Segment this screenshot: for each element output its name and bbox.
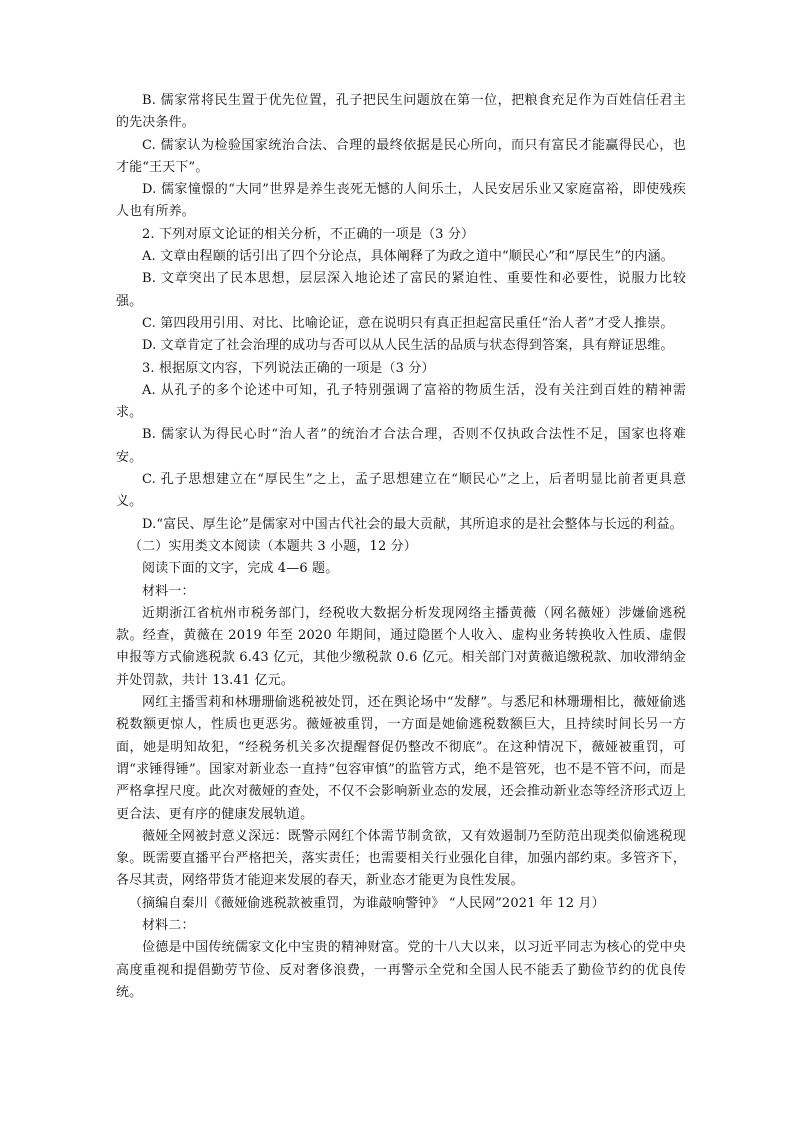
option-b-q1: B. 儒家常将民生置于优先位置，孔子把民生问题放在第一位，把粮食充足作为百姓信任君主的先决条件。 — [116, 93, 686, 131]
option-d-q1: D. 儒家憧憬的“大同”世界是养生丧死无憾的人间乐土，人民安居乐业又家庭富裕，即使残疾人也有所养。 — [116, 182, 686, 220]
option-a-q3: A. 从孔子的多个论述中可知，孔子特别强调了富裕的物质生活，没有关注到百姓的精神需求。 — [116, 382, 686, 421]
section-heading: （二）实用类文本阅读（本题共 3 小题，12 分） — [129, 538, 417, 554]
option-b-q2: B. 文章突出了民本思想，层层深入地论述了富民的紧迫性、重要性和必要性，说服力比较强。 — [116, 271, 686, 309]
option-c-q2: C. 第四段用引用、对比、比喻论证，意在说明只有真正担起富民重任“治人者”才受人推崇。 — [142, 315, 674, 331]
document-page — [116, 90, 686, 1004]
option-c-q1: C. 儒家认为检验国家统治合法、合理的最终依据是民心所向，而只有富民才能赢得民心，也才能“王天下”。 — [116, 137, 686, 175]
question-2: 2. 下列对原文论证的相关分析，不正确的一项是（3 分） — [142, 226, 475, 242]
option-d-q3: D.“富民、厚生论”是儒家对中国古代社会的最大贡献，其所追求的是社会整体与长远的利益。 — [142, 516, 683, 532]
material-two-label: 材料二： — [142, 917, 195, 933]
option-b-q3: B. 儒家认为得民心时“治人者”的统治才合法合理，否则不仅执政合法性不足，国家也将难安。 — [116, 427, 686, 465]
material-two-para-1: 俭德是中国传统儒家文化中宝贵的精神财富。党的十八大以来，以习近平同志为核心的党中央高度重视和提倡勤劳节俭、反对奢侈浪费，一再警示全党和全国人民不能丢了勤俭节约的优良传统。 — [116, 940, 686, 1000]
material-one-label: 材料一： — [142, 583, 195, 599]
question-3: 3. 根据原文内容，下列说法正确的一项是（3 分） — [142, 360, 435, 376]
material-one-para-1: 近期浙江省杭州市税务部门，经税收大数据分析发现网络主播黄薇（网名薇娅）涉嫌偷逃税款。经查，黄薇在 2019 年至 2020 年期间，通过隐匿个人收入、虚构业务转换收入性质、虚假申报等方式偷逃税款 6.43 亿元，其他少缴税款 0.6 亿元。相关部门对黄薇追缴税款、加收滞纳金并处罚款，共计 13.41 亿元。 — [116, 605, 686, 688]
option-d-q2: D. 文章肯定了社会治理的成功与否可以从人民生活的品质与状态得到答案，具有辩证思维。 — [142, 338, 674, 354]
option-c-q3: C. 孔子思想建立在“厚民生”之上，孟子思想建立在“顺民心”之上，后者明显比前者更具意义。 — [116, 472, 686, 510]
material-one-para-2: 网红主播雪莉和林珊珊偷逃税被处罚，还在舆论场中“发酵”。与悉尼和林珊珊相比，薇娅偷逃税数额更惊人，性质也更恶劣。薇娅被重罚，一方面是她偷逃税数额巨大，且持续时间长另一方面，她是明知故犯，“经税务机关多次提醒督促仍整改不彻底”。在这种情况下，薇娅被重罚，可谓“求锤得锤”。国家对新业态一直持“包容审慎”的监管方式，绝不是管死，也不是不管不问，而是严格拿捏尺度。此次对薇娅的查处，不仅不会影响新业态的发展，还会推动新业态等经济形式迈上更合法、更有序的健康发展轨道。 — [116, 695, 686, 822]
material-one-para-3: 薇娅全网被封意义深远：既警示网红个体需节制贪欲，又有效遏制乃至防范出现类似偷逃税现象。既需要直播平台严格把关，落实责任；也需要相关行业强化自律，加强内部约束。多管齐下，各尽其责，网络带货才能迎来发展的春天，新业态才能更为良性发展。 — [116, 828, 686, 889]
reading-instruction: 阅读下面的文字，完成 4—6 题。 — [142, 561, 339, 577]
option-a-q2: A. 文章由程颐的话引出了四个分论点，具体阐释了为政之道中“顺民心”和“厚民生”的内涵。 — [142, 249, 674, 265]
source-citation: （摘编自秦川《薇娅偷逃税款被重罚，为谁敲响警钟》 “人民网”2021 年 12 月） — [129, 895, 605, 911]
